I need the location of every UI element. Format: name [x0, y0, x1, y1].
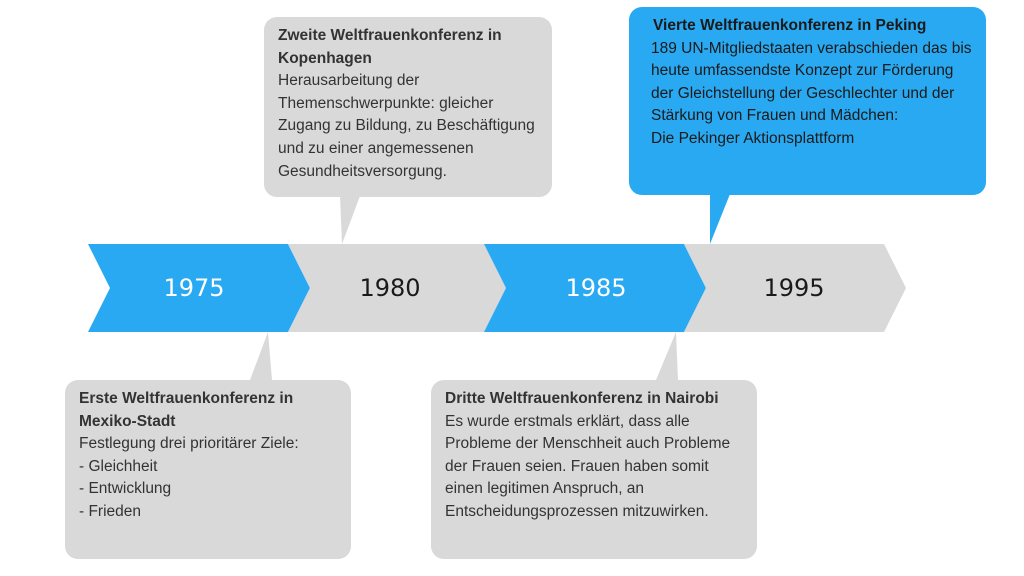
pointer-1995 — [710, 194, 730, 244]
callout-1985-text: Es wurde erstmals erklärt, dass alle Probleme der Menschheit auch Probleme der Frauen seien. Frauen haben somit einen legitimen Anspruch, an Entscheidungsprozessen mitzuwirken. — [445, 412, 731, 520]
pointer-1985 — [656, 332, 678, 380]
callout-1975 — [65, 380, 351, 559]
callout-1980-title: Zweite Weltfrauenkonferenz in Kopenhagen — [278, 27, 502, 67]
year-label-1980: 1980 — [359, 274, 421, 302]
year-label-1995: 1995 — [763, 274, 825, 302]
callout-1980 — [264, 17, 552, 197]
callout-1995-text: 189 UN-Mitgliedstaaten verabschieden das bis heute umfassendste Konzept zur Förderung der Gleichstellung der Geschlechter und der Stärkung von Frauen und Mädchen: Die Pekinger Aktionsplattform — [651, 39, 972, 147]
callout-1975-text: Festlegung drei prioritärer Ziele: - Gleichheit - Entwicklung - Frieden — [79, 435, 299, 520]
callout-1975-title: Erste Weltfrauenkonferenz in Mexiko-Stadt — [79, 390, 294, 430]
callout-1995-title: Vierte Weltfrauenkonferenz in Peking — [653, 17, 927, 34]
callout-1995 — [629, 7, 986, 195]
year-label-1975: 1975 — [163, 274, 225, 302]
callout-1985 — [431, 380, 757, 559]
callout-1980-text: Herausarbeitung der Themenschwerpunkte: gleicher Zugang zu Bildung, zu Beschäftigung und zu einer angemessenen Gesundheitsversorgung. — [278, 72, 535, 180]
pointer-1975 — [250, 332, 272, 380]
pointer-1980 — [340, 196, 360, 244]
year-label-1985: 1985 — [565, 274, 627, 302]
callout-1985-title: Dritte Weltfrauenkonferenz in Nairobi — [445, 390, 719, 407]
